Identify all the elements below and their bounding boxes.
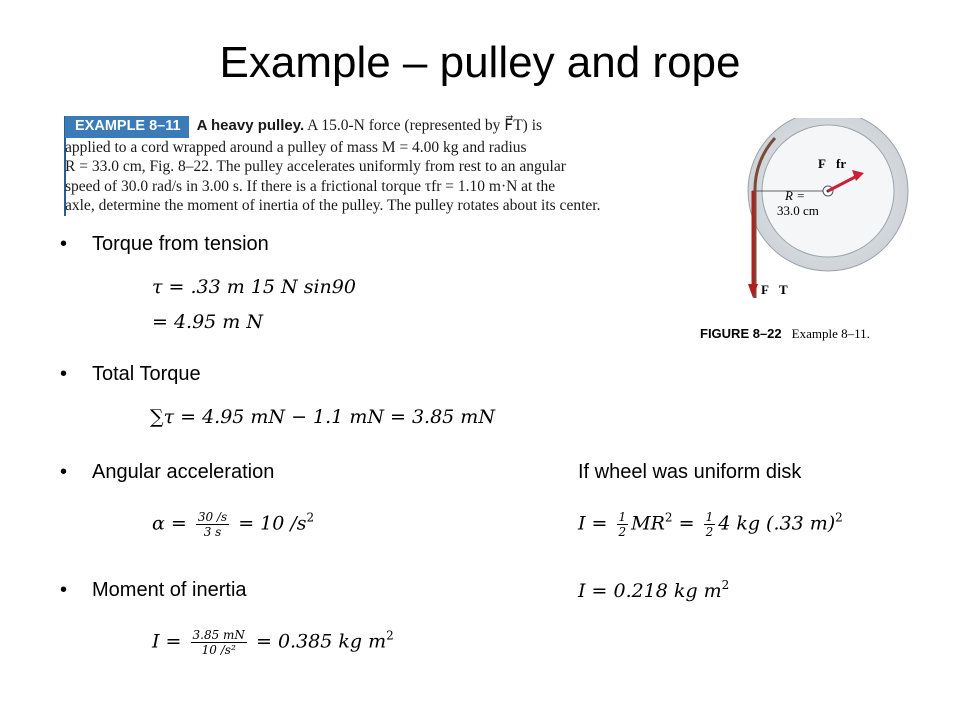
textbook-excerpt bbox=[65, 116, 650, 216]
excerpt-line-4: speed of 30.0 rad/s in 3.00 s. If there is a frictional torque τfr = 1.10 m·N at the bbox=[65, 177, 556, 195]
eq-total-torque: ∑τ = 4.95 mN − 1.1 mN = 3.85 mN bbox=[150, 406, 495, 428]
example-badge: EXAMPLE 8–11 bbox=[65, 116, 189, 138]
eq-inertia: I = $\frac{3.85 mN}{\text{10 /s²}}$ = 0.385 kg $m^2$ bbox=[152, 628, 394, 657]
pulley-figure bbox=[735, 118, 925, 318]
example-heading: A heavy pulley. bbox=[196, 117, 305, 134]
bullet-moment-of-inertia: • Moment of inertia bbox=[60, 579, 247, 601]
bullet-icon: • bbox=[60, 363, 68, 385]
eq-disk-inertia: I = $\frac{1}{2}$ $MR^2$ = $\frac{1}{2}$ 4 kg (.33 m)$^2$ bbox=[578, 510, 843, 539]
figure-caption bbox=[700, 326, 870, 342]
figure-caption-text: Example 8–11. bbox=[791, 326, 870, 341]
excerpt-line-5: axle, determine the moment of inertia of the pulley. The pulley rotates about its center. bbox=[65, 197, 601, 214]
excerpt-line-3: R = 33.0 cm, Fig. 8–22. The pulley accelerates uniformly from rest to an angular bbox=[65, 158, 566, 175]
label-r1: R = bbox=[785, 188, 805, 203]
bullet-icon: • bbox=[60, 233, 68, 255]
bullet-angular-acceleration: • Angular acceleration bbox=[60, 461, 275, 483]
slide-title: Example – pulley and rope bbox=[219, 38, 741, 87]
figure-caption-number: FIGURE 8–22 bbox=[700, 326, 782, 341]
bullet-icon: • bbox=[60, 579, 68, 601]
eq-tau-1: τ = .33 m 15 N sin90 bbox=[152, 276, 356, 298]
bullet-total-torque: • Total Torque bbox=[60, 363, 201, 385]
label-ft: F⃗T bbox=[761, 282, 788, 297]
eq-alpha: α = $\frac{30 /s}{3 s}$ = 10 $/s^2$ bbox=[152, 510, 315, 539]
eq-disk-result: I = 0.218 kg $m^2$ bbox=[578, 578, 730, 602]
alpha-fraction: $\frac{30 /s}{3 s}$ bbox=[197, 510, 228, 539]
label-ffr: F⃗fr bbox=[818, 156, 847, 171]
bullet-torque-tension: • Torque from tension bbox=[60, 233, 269, 255]
bullet-icon: • bbox=[60, 461, 68, 483]
side-heading-uniform-disk: If wheel was uniform disk bbox=[578, 461, 802, 483]
excerpt-line-2: applied to a cord wrapped around a pulley of mass M = 4.00 kg and radius bbox=[65, 138, 527, 156]
eq-tau-2: = 4.95 m N bbox=[152, 311, 263, 333]
excerpt-line-1: A 15.0-N force (represented by F⃗T) is bbox=[307, 117, 543, 134]
label-r2: 33.0 cm bbox=[777, 203, 819, 218]
inertia-fraction: $\frac{3.85 mN}{\text{10 /s²}}$ bbox=[192, 628, 245, 657]
